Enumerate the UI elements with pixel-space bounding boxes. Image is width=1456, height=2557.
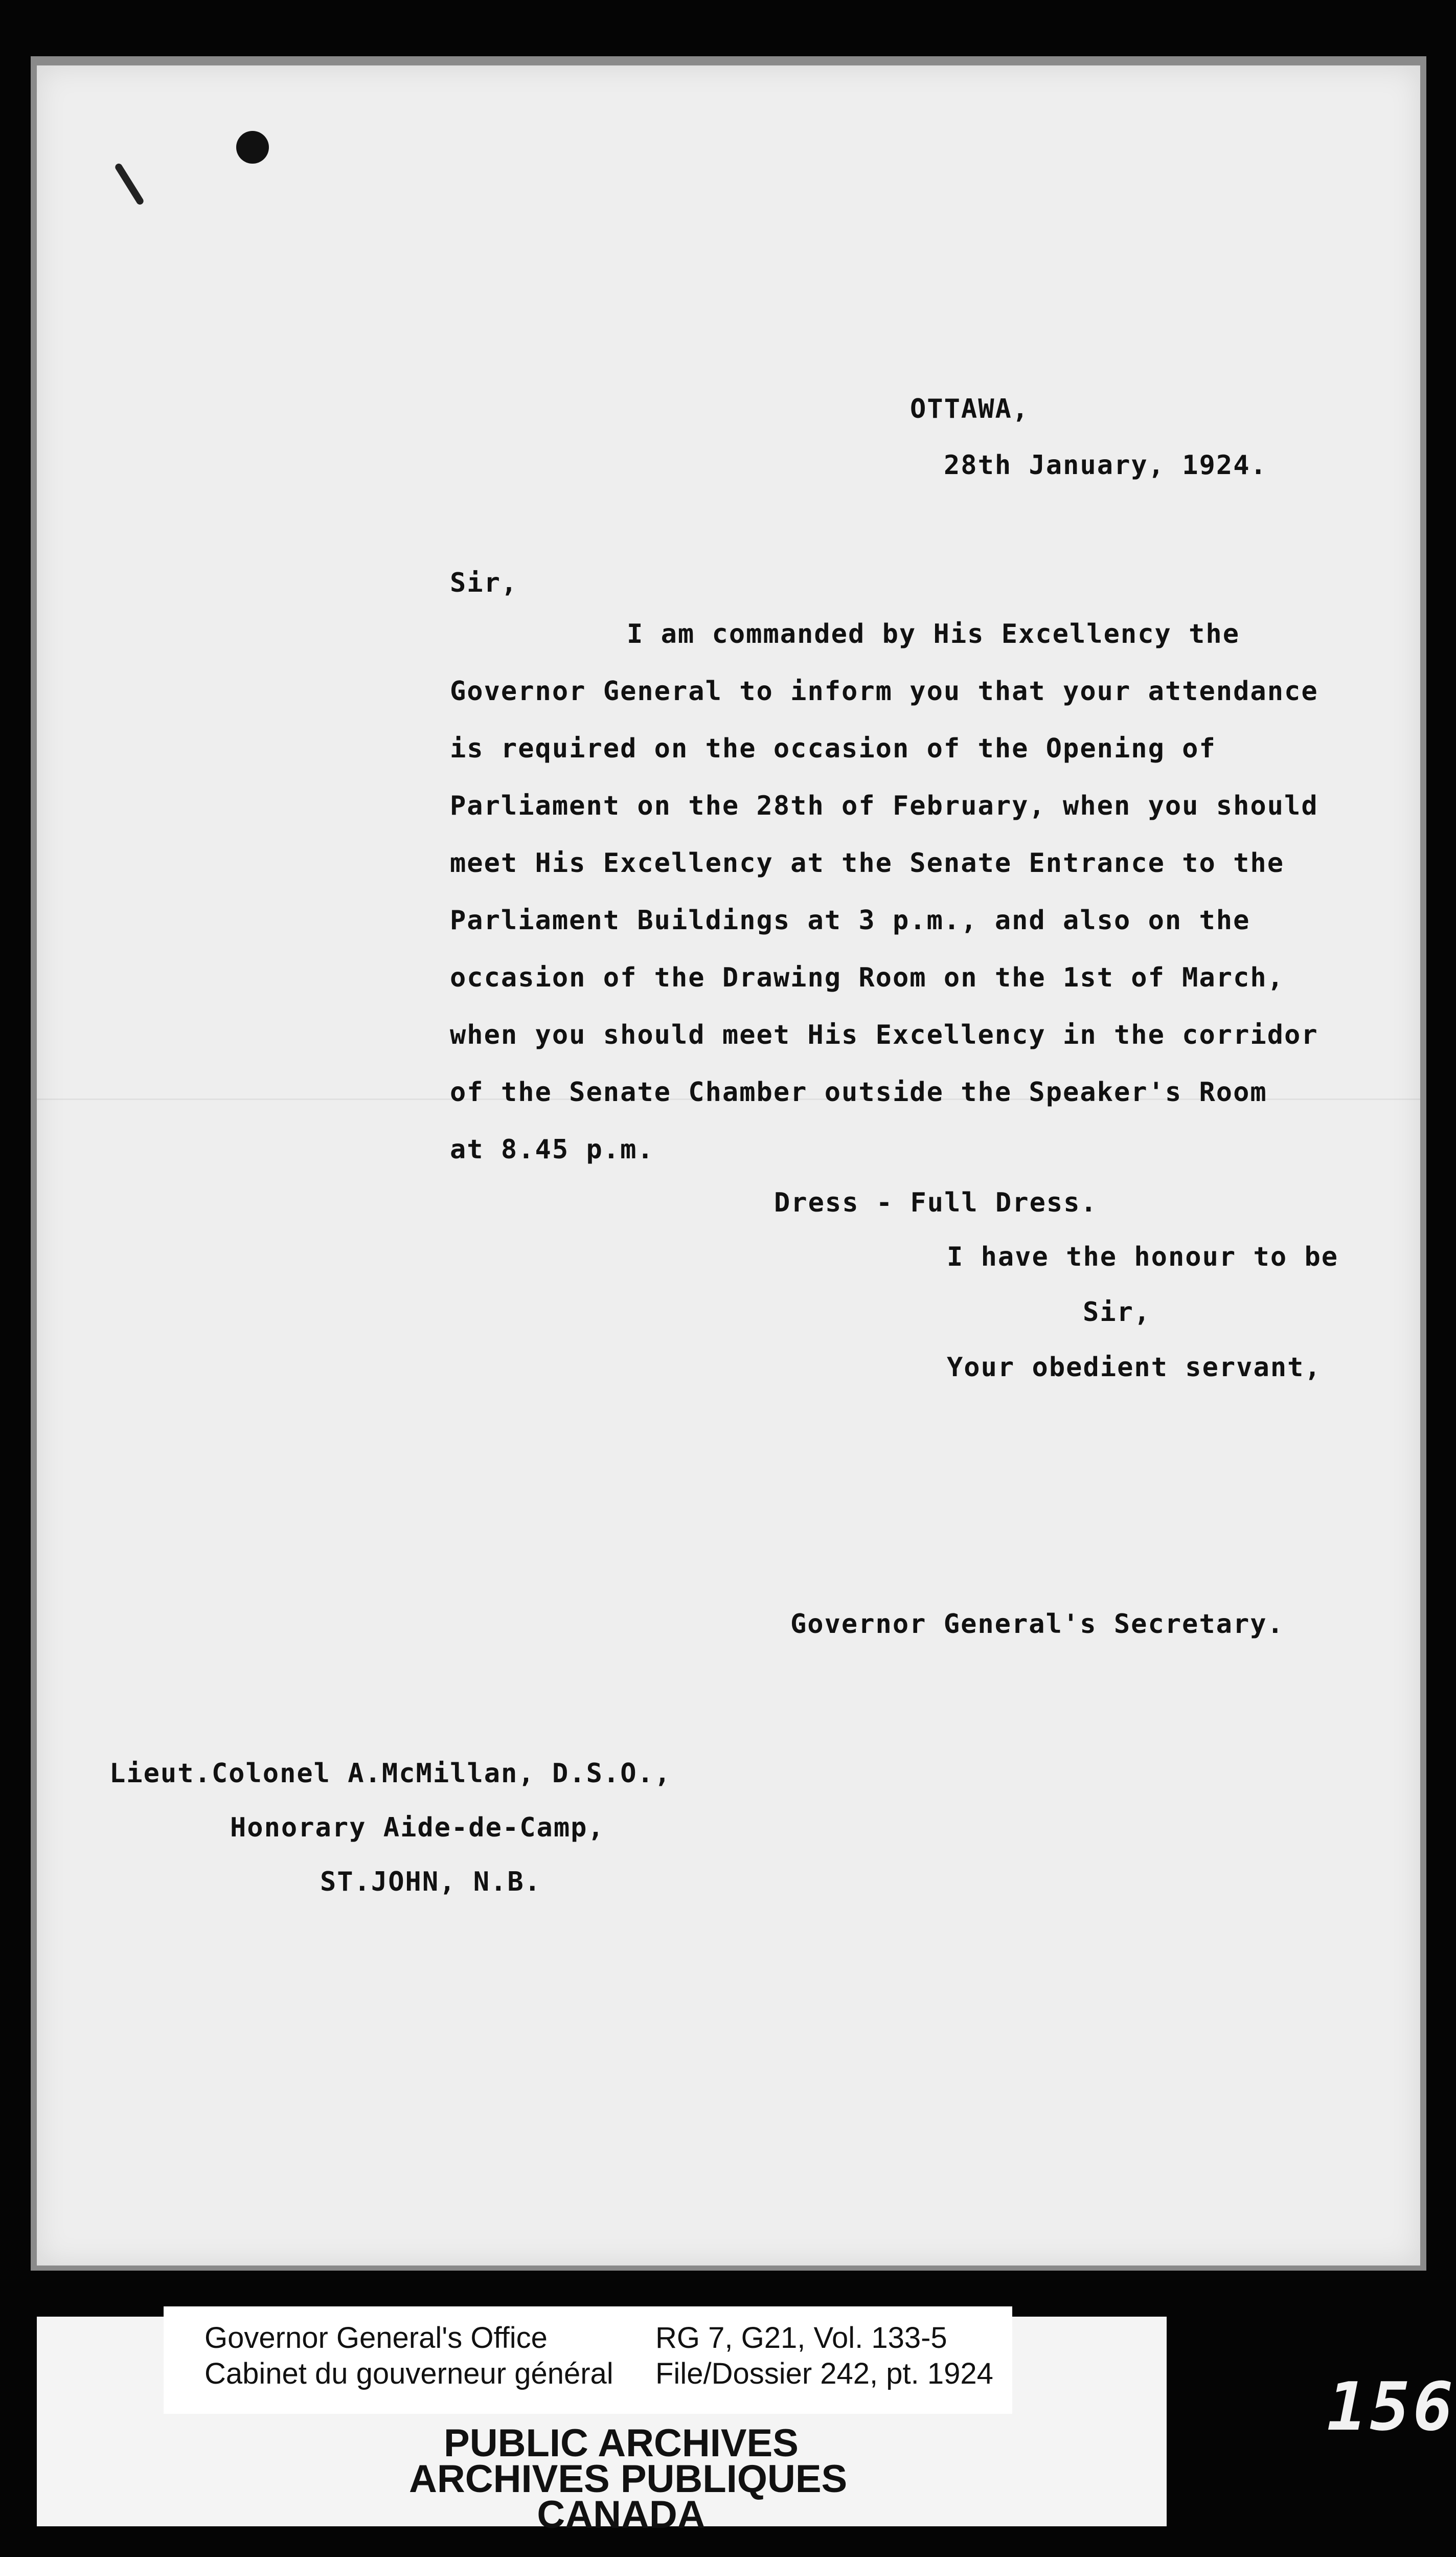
office-fr: Cabinet du gouverneur général: [204, 2357, 613, 2390]
closing-sir: Sir,: [1083, 1297, 1151, 1328]
recipient-place: ST.JOHN, N.B.: [320, 1867, 541, 1897]
body-line: Parliament Buildings at 3 p.m., and also on the: [450, 905, 1250, 936]
body-line: when you should meet His Excellency in the corridor: [450, 1020, 1318, 1050]
letter-place: OTTAWA,: [910, 394, 1030, 424]
closing-line: I have the honour to be: [947, 1242, 1339, 1272]
signature-title: Governor General's Secretary.: [790, 1609, 1284, 1640]
stamp-line-country: CANADA: [537, 2493, 706, 2537]
office-en: Governor General's Office: [204, 2321, 548, 2354]
film-frame-number: 156: [1327, 2368, 1456, 2446]
recipient-name: Lieut.Colonel A.McMillan, D.S.O.,: [109, 1758, 672, 1789]
recipient-title: Honorary Aide-de-Camp,: [230, 1812, 605, 1843]
stamp-line-en: PUBLIC ARCHIVES: [444, 2421, 799, 2465]
punch-hole: [236, 131, 269, 164]
body-line: occasion of the Drawing Room on the 1st of March,: [450, 962, 1285, 993]
letter-salutation: Sir,: [450, 568, 518, 598]
body-line: at 8.45 p.m.: [450, 1134, 654, 1165]
body-line: meet His Excellency at the Senate Entrance to the: [450, 848, 1285, 879]
body-line: Governor General to inform you that your attendance: [450, 676, 1318, 707]
archive-reference: RG 7, G21, Vol. 133-5: [655, 2321, 947, 2354]
letter-page: [37, 65, 1420, 2266]
body-line: I am commanded by His Excellency the: [627, 619, 1240, 649]
body-line: Parliament on the 28th of February, when you should: [450, 791, 1318, 821]
stamp-line-fr: ARCHIVES PUBLIQUES: [409, 2457, 848, 2501]
body-line: of the Senate Chamber outside the Speaker's Room: [450, 1077, 1267, 1108]
closing-servant: Your obedient servant,: [947, 1352, 1322, 1383]
letter-date: 28th January, 1924.: [944, 450, 1267, 481]
archive-file: File/Dossier 242, pt. 1924: [655, 2357, 993, 2390]
body-line: is required on the occasion of the Opening of: [450, 733, 1216, 764]
dress-note: Dress - Full Dress.: [774, 1187, 1098, 1218]
